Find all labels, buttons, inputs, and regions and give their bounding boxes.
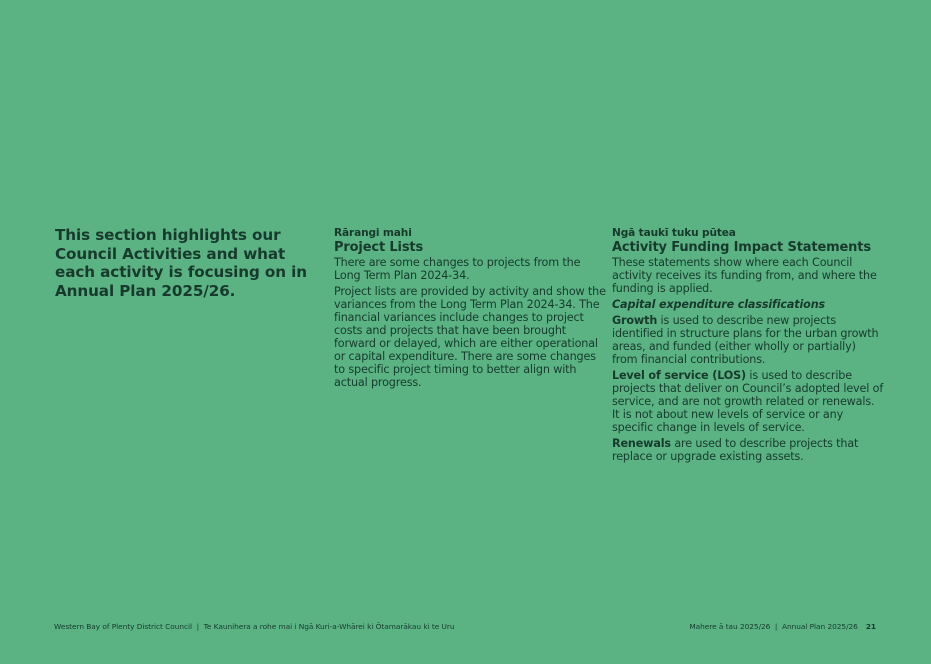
classification-growth <box>612 314 884 366</box>
funding-impact-subtitle: Ngā taukī tuku pūtea <box>612 227 736 239</box>
project-lists-paragraph: There are some changes to projects from the Long Term Plan 2024-34. <box>334 256 581 282</box>
capex-heading: Capital expenditure classifications <box>612 298 826 311</box>
funding-impact-heading: Activity Funding Impact Statements <box>612 240 871 255</box>
footer-document-info <box>689 622 876 632</box>
classification-term: Level of service (LOS) <box>612 369 747 382</box>
classification-los <box>612 369 884 434</box>
classification-description: are used to describe projects that replace or upgrade existing assets. <box>612 437 859 463</box>
project-lists-heading: Project Lists <box>334 240 424 255</box>
project-lists-section <box>334 227 606 392</box>
classification-description: is used to describe projects that deliver on Council’s adopted level of service, and are not growth related or renewals. It is not about new levels of service or any specific change in levels of service. <box>612 369 884 434</box>
classification-term: Growth <box>612 314 658 327</box>
funding-impact-section <box>612 227 884 466</box>
classification-description: is used to describe new projects identified in structure plans for the urban growth areas, and funded (either wholly or partially) from financial contributions. <box>612 314 879 366</box>
project-lists-paragraph: Project lists are provided by activity and show the variances from the Long Term Plan 2024-34. The financial variances include changes to project costs and projects that have been brought forward or delayed, which are either operational or capital expenditure. There are some changes to specific project timing to better align with actual progress. <box>334 285 606 389</box>
funding-impact-intro: These statements show where each Council activity receives its funding from, and where the funding is applied. <box>612 256 877 295</box>
classification-term: Renewals <box>612 437 671 450</box>
classification-renewals <box>612 437 884 463</box>
footer-plan-title: Mahere ā tau 2025/26 | Annual Plan 2025/26 <box>689 622 858 631</box>
project-lists-subtitle: Rārangi mahi <box>334 227 412 239</box>
footer-organisation: Western Bay of Plenty District Council | Te Kaunihera a rohe mai i Ngā Kuri-a-Whārei ki Ōtamarākau ki te Uru <box>54 622 455 631</box>
section-intro: This section highlights our Council Activities and what each activity is focusing on in Annual Plan 2025/26. <box>55 226 307 300</box>
page-number: 21 <box>865 622 876 631</box>
